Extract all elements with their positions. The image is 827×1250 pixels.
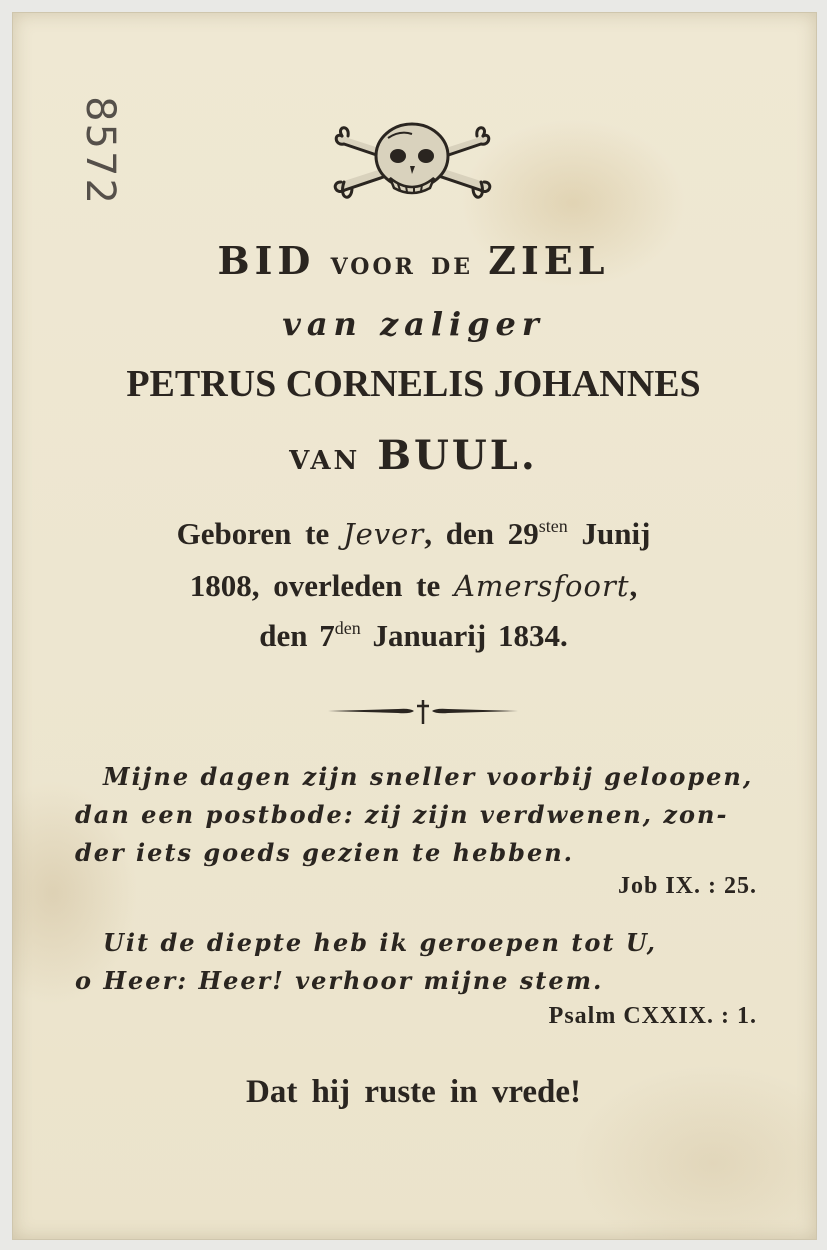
skull-and-crossbones-icon — [330, 118, 495, 210]
death-date-line: den $7^{den}$ Januarij 1834. — [259, 618, 568, 653]
subheading: van zaliger — [282, 305, 545, 343]
handwritten-catalog-number: 8572 — [76, 96, 123, 206]
deceased-name-first: PETRUS CORNELIS JOHANNES — [126, 363, 701, 405]
birth-line-1: Geboren te Jever, den $29^{sten}$ Junij — [176, 516, 651, 551]
birth-line-2: 1808, overleden te Amersfoort, — [189, 568, 638, 603]
closing-prayer: Dat hij ruste in vrede! — [245, 1074, 582, 1110]
verse-psalm-line-1: Uit de diepte heb ik geroepen tot U, — [103, 928, 657, 957]
deceased-name-surname: VAN BUUL. — [289, 432, 538, 479]
verse-psalm-reference: Psalm CXXIX. : 1. — [548, 1003, 757, 1029]
verse-job-line-3: der iets goeds gezien te hebben. — [75, 838, 575, 867]
verse-job-line-1: Mijne dagen zijn sneller voorbij geloopen, — [103, 762, 754, 791]
cross-divider-icon — [328, 696, 518, 726]
heading-bid-voor-de-ziel: BID VOOR DE ZIEL — [217, 238, 610, 283]
verse-psalm-line-2: o Heer: Heer! verhoor mijne stem. — [75, 966, 604, 995]
verse-job-reference: Job IX. : 25. — [617, 873, 757, 899]
verse-job-line-2: dan een postbode: zij zijn verdwenen, zon- — [75, 800, 729, 829]
